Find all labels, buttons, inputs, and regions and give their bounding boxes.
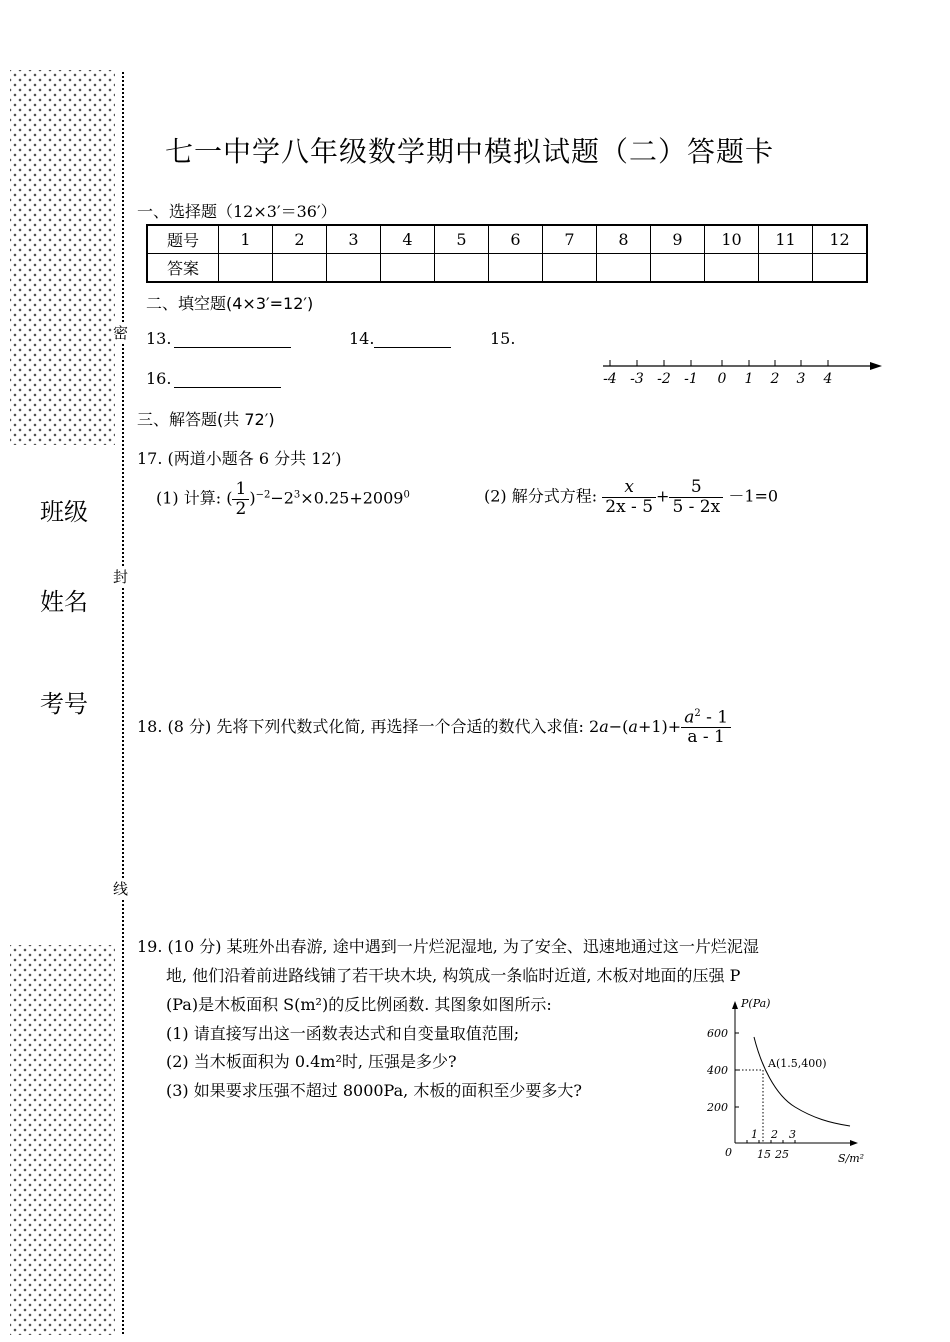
q18 (137, 708, 731, 747)
y-axis-arrow (732, 1001, 738, 1009)
q17-heading: 17. (两道小题各 6 分共 12′) (137, 449, 342, 468)
q17-p1-exp2: 3 (293, 489, 301, 501)
q-number: 6 (489, 225, 543, 254)
q-number: 8 (597, 225, 651, 254)
q-number: 5 (435, 225, 489, 254)
q19-line1: 19. (10 分) 某班外出春游, 途中遇到一片烂泥湿地, 为了安全、迅速地通过这一片烂泥湿 (137, 937, 759, 956)
y-tick-label: 400 (707, 1064, 728, 1077)
y-axis-label: P(Pa) (741, 997, 771, 1010)
q17-p1-den: 2 (235, 498, 247, 519)
q18-fraction (681, 708, 731, 747)
answer-cell[interactable] (759, 254, 813, 283)
q-number: 10 (705, 225, 759, 254)
answer-cell[interactable] (597, 254, 651, 283)
x-tick-top: 2 (771, 1128, 778, 1141)
q18-a1: a (599, 717, 609, 737)
q17-p1-prefix: (1) 计算: ( (156, 488, 233, 508)
seal-feng: 封 (113, 568, 129, 586)
number-line-label: -1 (684, 371, 698, 387)
answer-cell[interactable] (381, 254, 435, 283)
x-tick-top: 1 (751, 1128, 758, 1141)
q18-f-num (681, 708, 731, 728)
q19-sub3: (3) 如果要求压强不超过 8000Pa, 木板的面积至少要多大? (166, 1081, 582, 1100)
q-number: 9 (651, 225, 705, 254)
number-line-label: 0 (717, 371, 727, 387)
q18-text: 18. (8 分) 先将下列代数式化简, 再选择一个合适的数代入求值: 2 (137, 717, 600, 737)
q17-f2-den: 5 - 2x (672, 496, 721, 517)
q17-plus: + (656, 486, 670, 506)
number-line-label: -4 (603, 371, 617, 387)
hyperbola-curve (754, 1037, 850, 1126)
q-number: 4 (381, 225, 435, 254)
seal-mi: 密 (113, 324, 129, 342)
q17-f2-num: 5 (669, 478, 723, 498)
answer-cell[interactable] (273, 254, 327, 283)
q13-blank[interactable] (174, 347, 291, 348)
x-axis-label: S/m² (838, 1152, 865, 1165)
q18-mid: −( (608, 717, 629, 737)
x-tick-bottom: 15 (757, 1148, 771, 1161)
q-number: 2 (273, 225, 327, 254)
q18-f-num-exp: 2 (694, 708, 701, 719)
answer-cell[interactable] (705, 254, 759, 283)
q19-line3: (Pa)是木板面积 S(m²)的反比例函数. 其图象如图所示: (166, 995, 552, 1014)
q-number: 1 (219, 225, 273, 254)
section2-heading: 二、填空题(4×3′=12′) (146, 294, 314, 313)
y-tick-label: 600 (707, 1027, 728, 1040)
pressure-graph (695, 995, 875, 1170)
q16-blank[interactable] (174, 387, 281, 388)
q17-part2 (484, 478, 778, 516)
q16-label: 16. (146, 369, 172, 388)
section3-heading: 三、解答题(共 72′) (137, 410, 275, 429)
q17-p2-fraction2 (669, 478, 723, 516)
q-number: 3 (327, 225, 381, 254)
q17-part1: (1) 计算: ( $\frac{1}{2}$ )$^{-2}-2^3\times 0.25+2009^0$ (156, 479, 410, 519)
answer-cell[interactable] (489, 254, 543, 283)
q-number: 12 (813, 225, 868, 254)
x-tick-bottom: 25 (775, 1148, 789, 1161)
seal-line (122, 72, 124, 1334)
class-label: 班级 (40, 498, 88, 526)
q14-label: 14. (349, 329, 375, 348)
q17-f1-num: x (602, 478, 656, 498)
q-number: 7 (543, 225, 597, 254)
q17-p2-fraction1 (602, 478, 656, 516)
number-line-label: 3 (796, 371, 806, 387)
q13-label: 13. (146, 329, 172, 348)
q17-p1-tail: ×0.25+2009 (300, 488, 404, 508)
id-label: 考号 (40, 690, 88, 718)
answer-cell[interactable] (651, 254, 705, 283)
q18-f-num-tail: - 1 (700, 707, 729, 728)
number-line-label: 1 (744, 371, 754, 387)
q19-sub2: (2) 当木板面积为 0.4m²时, 压强是多少? (166, 1052, 457, 1071)
q17-p1-mid: −2 (270, 488, 294, 508)
q18-a2: a (628, 717, 638, 737)
answer-cell[interactable] (435, 254, 489, 283)
answer-cell[interactable] (543, 254, 597, 283)
row-label-answer: 答案 (147, 254, 219, 283)
q17-f1-den: 2x - 5 (605, 496, 654, 517)
q18-f-den: a - 1 (687, 727, 725, 748)
name-label: 姓名 (40, 588, 88, 616)
q15-label: 15. (490, 329, 516, 348)
x-tick-top: 3 (789, 1128, 796, 1141)
seal-xian: 线 (113, 880, 129, 898)
q17-p1-num: 1 (232, 480, 249, 500)
q17-p1-fraction (232, 480, 249, 518)
number-line-label: -3 (630, 371, 644, 387)
q17-p1-exp: −2 (255, 489, 271, 501)
x-axis-arrow (850, 1140, 858, 1146)
answer-cell[interactable] (813, 254, 868, 283)
number-line-label: -2 (657, 371, 671, 387)
answer-table (146, 224, 868, 283)
answer-cell[interactable] (327, 254, 381, 283)
q18-f-num-a: a (684, 707, 695, 728)
q19-sub1: (1) 请直接写出这一函数表达式和自变量取值范围; (166, 1024, 520, 1043)
q17-p2-prefix: (2) 解分式方程: (484, 486, 598, 506)
q19-line2: 地, 他们沿着前进路线铺了若干块木块, 构筑成一条临时近道, 木板对地面的压强 P (166, 966, 741, 985)
answer-cell[interactable] (219, 254, 273, 283)
number-line-label: 2 (770, 371, 780, 387)
q-number: 11 (759, 225, 813, 254)
number-line (598, 352, 888, 388)
q14-blank[interactable] (374, 347, 451, 348)
binding-pattern-bottom (10, 945, 115, 1335)
row-label-number: 题号 (147, 225, 219, 254)
y-tick-label: 200 (707, 1101, 728, 1114)
number-line-label: 4 (823, 371, 833, 387)
point-a-label: A(1.5,400) (768, 1057, 827, 1070)
number-line-arrow (870, 362, 882, 370)
origin-label: 0 (725, 1146, 732, 1159)
q17-p1-exp3: 0 (403, 489, 410, 501)
section1-heading: 一、选择题（12×3′＝36′） (137, 202, 337, 221)
q17-p2-tail: －1=0 (728, 486, 779, 506)
q18-tail: +1)+ (637, 717, 682, 737)
page-title: 七一中学八年级数学期中模拟试题（二）答题卡 (165, 135, 775, 168)
binding-pattern-top (10, 70, 115, 445)
